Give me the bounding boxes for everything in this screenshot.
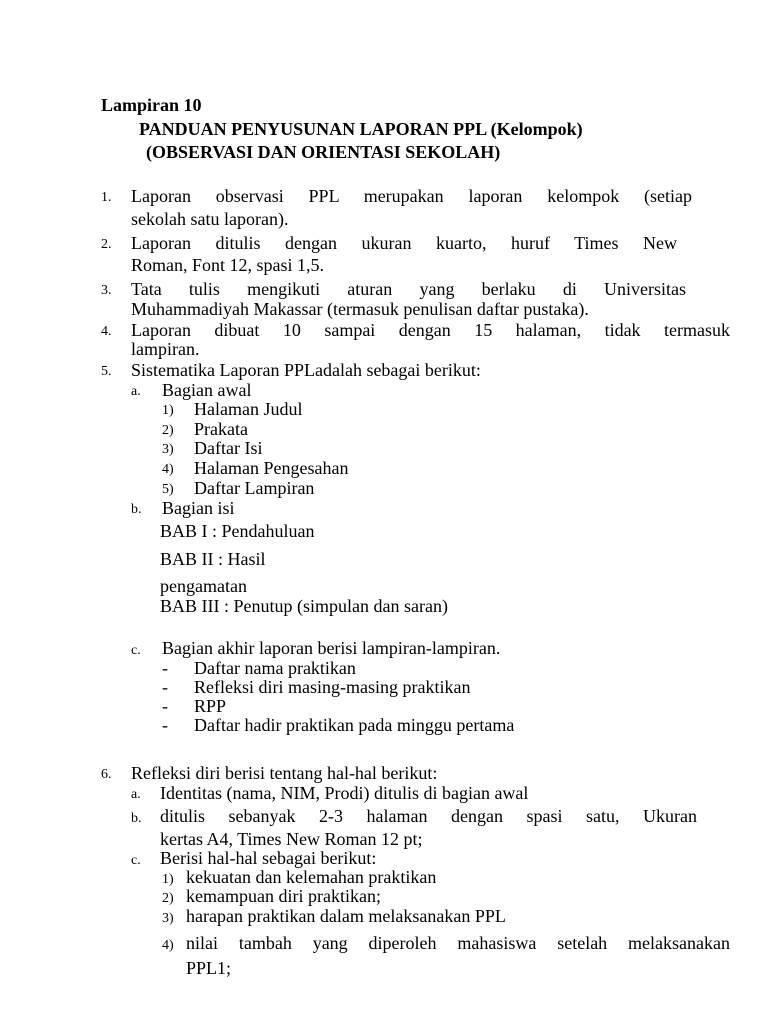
list-number: 2) [162, 423, 174, 438]
item-text: Refleksi diri berisi tentang hal-hal berikut: [131, 763, 438, 783]
list-number: 1) [162, 872, 174, 887]
list-number: 5) [162, 482, 174, 497]
dash-item: Daftar hadir praktikan pada minggu pertama [194, 715, 515, 735]
subitem-letter: b. [131, 811, 142, 826]
list-item: kekuatan dan kelemahan praktikan [186, 867, 437, 887]
item-number: 4. [101, 324, 112, 339]
item-text-cont: Roman, Font 12, spasi 1,5. [131, 255, 325, 275]
item-text: Tata tulis mengikuti aturan yang berlaku di Universitas [131, 279, 686, 299]
item-text: Laporan dibuat 10 sampai dengan 15 halaman, tidak termasuk [131, 320, 730, 340]
dash-item: RPP [194, 696, 227, 716]
bab-line: BAB II : Hasil [160, 549, 266, 569]
subitem-letter: c. [131, 643, 141, 658]
item-text-cont: sekolah satu laporan). [131, 209, 289, 229]
list-item: Halaman Judul [194, 399, 303, 419]
subitem-text: Berisi hal-hal sebagai berikut: [160, 848, 377, 868]
dash-bullet: - [162, 696, 168, 716]
list-item: Daftar Lampiran [194, 478, 315, 498]
item-number: 6. [101, 767, 112, 782]
item-text: Sistematika Laporan PPLadalah sebagai berikut: [131, 360, 481, 380]
list-item: Daftar Isi [194, 438, 263, 458]
item-number: 1. [101, 190, 112, 205]
list-number: 4) [162, 462, 174, 477]
document-subtitle: (OBSERVASI DAN ORIENTASI SEKOLAH) [146, 142, 501, 162]
subitem-letter: b. [131, 502, 142, 517]
subitem-label: Bagian isi [162, 498, 235, 518]
list-item: kemampuan diri praktikan; [186, 886, 381, 906]
list-item: harapan praktikan dalam melaksanakan PPL [186, 906, 506, 926]
item-text-cont: Muhammadiyah Makassar (termasuk penulisan daftar pustaka). [131, 299, 589, 319]
subitem-letter: c. [131, 853, 141, 868]
list-number: 1) [162, 403, 174, 418]
subitem-text: ditulis sebanyak 2-3 halaman dengan spasi satu, Ukuran [160, 806, 697, 826]
item-text: Laporan ditulis dengan ukuran kuarto, huruf Times New [131, 233, 677, 253]
item-number: 2. [101, 237, 112, 252]
item-number: 5. [101, 364, 112, 379]
list-item: Halaman Pengesahan [194, 458, 349, 478]
subitem-letter: a. [131, 384, 141, 399]
subitem-text: Identitas (nama, NIM, Prodi) ditulis di bagian awal [160, 783, 529, 803]
list-item: nilai tambah yang diperoleh mahasiswa setelah melaksanakan [186, 933, 730, 953]
dash-bullet: - [162, 677, 168, 697]
dash-item: Refleksi diri masing-masing praktikan [194, 677, 471, 697]
dash-item: Daftar nama praktikan [194, 658, 356, 678]
subitem-text-cont: kertas A4, Times New Roman 12 pt; [160, 829, 423, 849]
item-number: 3. [101, 283, 112, 298]
document-title: PANDUAN PENYUSUNAN LAPORAN PPL (Kelompok) [139, 119, 583, 139]
item-text: Laporan observasi PPL merupakan laporan kelompok (setiap [131, 186, 692, 206]
list-number: 3) [162, 911, 174, 926]
list-number: 2) [162, 891, 174, 906]
lampiran-label: Lampiran 10 [101, 95, 202, 115]
subitem-label: Bagian awal [162, 380, 252, 400]
list-item-cont: PPL1; [186, 958, 232, 978]
subitem-label: Bagian akhir laporan berisi lampiran-lampiran. [162, 638, 501, 658]
bab-line: BAB III : Penutup (simpulan dan saran) [160, 596, 448, 616]
dash-bullet: - [162, 715, 168, 735]
subitem-letter: a. [131, 787, 141, 802]
list-number: 4) [162, 938, 174, 953]
bab-line-cont: pengamatan [160, 576, 247, 596]
list-item: Prakata [194, 419, 248, 439]
bab-line: BAB I : Pendahuluan [160, 521, 315, 541]
list-number: 3) [162, 442, 174, 457]
dash-bullet: - [162, 658, 168, 678]
item-text-cont: lampiran. [131, 339, 200, 359]
